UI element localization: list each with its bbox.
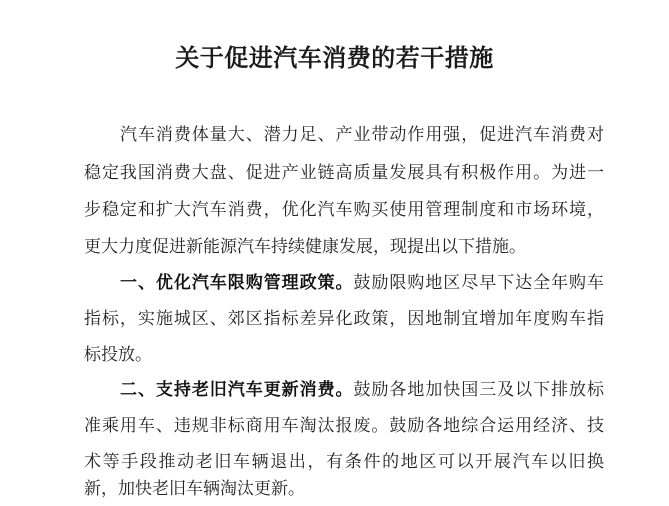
intro-line-3: 步稳定和扩大汽车消费，优化汽车购买使用管理制度和市场环境， xyxy=(84,200,604,220)
section-1-first-line xyxy=(120,270,604,296)
intro-line-1: 汽车消费体量大、潜力足、产业带动作用强，促进汽车消费对 xyxy=(120,125,604,145)
section-2-line-2: 准乘用车、违规非标商用车淘汰报废。鼓励各地综合运用经济、技 xyxy=(84,416,604,436)
section-2-first-line xyxy=(120,377,604,403)
section-2-line-4: 新，加快老旧车辆淘汰更新。 xyxy=(84,479,305,499)
section-1-heading: 一、优化汽车限购管理政策。 xyxy=(120,273,354,293)
intro-line-2: 稳定我国消费大盘、促进产业链高质量发展具有积极作用。为进一 xyxy=(84,163,604,183)
section-2-line-3: 术等手段推动老旧车辆退出，有条件的地区可以开展汽车以旧换 xyxy=(84,452,604,472)
section-1-first-line-text: 鼓励限购地区尽早下达全年购车 xyxy=(353,273,604,293)
intro-line-4: 更大力度促进新能源汽车持续健康发展，现提出以下措施。 xyxy=(84,237,526,257)
section-1-line-3: 标投放。 xyxy=(84,345,152,365)
section-1-line-2: 指标，实施城区、郊区指标差异化政策，因地制宜增加年度购车指 xyxy=(84,309,604,329)
section-2-first-line-text: 鼓励各地加快国三及以下排放标 xyxy=(353,380,604,400)
section-2-heading: 二、支持老旧汽车更新消费。 xyxy=(120,380,354,400)
document-title: 关于促进汽车消费的若干措施 xyxy=(175,43,494,72)
